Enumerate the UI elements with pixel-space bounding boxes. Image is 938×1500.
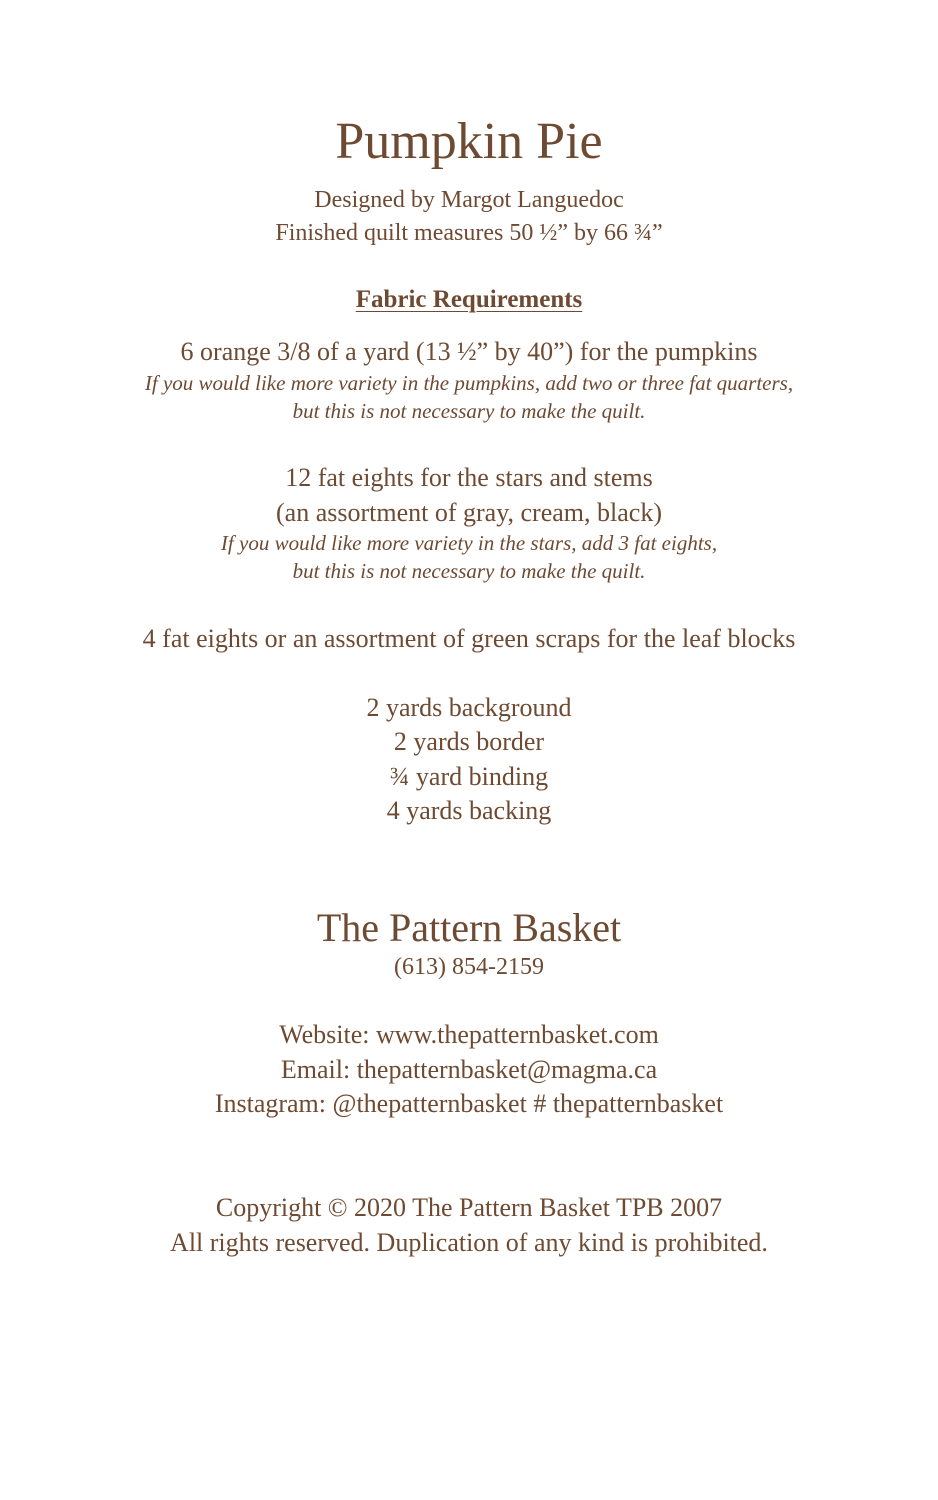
requirement-border: 2 yards border (393, 727, 545, 756)
company-phone: (613) 854-2159 (394, 954, 544, 980)
requirement-stars-1: 12 fat eights for the stars and stems (285, 463, 653, 492)
requirement-stars-2: (an assortment of gray, cream, black) (276, 498, 662, 527)
requirement-leaves: 4 fat eights or an assortment of green scraps for the leaf blocks (142, 624, 796, 653)
requirement-pumpkins-note-1: If you would like more variety in the pumpkins, add two or three fat quarters, (144, 371, 794, 395)
requirement-backing: 4 yards backing (386, 796, 552, 825)
designer-credit: Designed by Margot Languedoc (314, 187, 624, 213)
company-name: The Pattern Basket (316, 905, 622, 950)
copyright-line-2: All rights reserved. Duplication of any kind is prohibited. (170, 1228, 768, 1257)
company-website: Website: www.thepatternbasket.com (279, 1020, 659, 1049)
finished-size: Finished quilt measures 50 ½” by 66 ¾” (275, 220, 663, 246)
page-title: Pumpkin Pie (335, 113, 603, 170)
requirement-stars-note-1: If you would like more variety in the stars, add 3 fat eights, (220, 531, 718, 555)
company-email: Email: thepatternbasket@magma.ca (280, 1055, 658, 1084)
requirement-background: 2 yards background (366, 693, 572, 722)
copyright-line-1: Copyright © 2020 The Pattern Basket TPB 2007 (215, 1193, 723, 1222)
requirement-pumpkins: 6 orange 3/8 of a yard (13 ½” by 40”) for the pumpkins (180, 337, 758, 366)
requirement-stars-note-2: but this is not necessary to make the quilt. (292, 559, 646, 583)
fabric-requirements-heading: Fabric Requirements (355, 286, 583, 313)
company-instagram: Instagram: @thepatternbasket # thepatternbasket (214, 1089, 724, 1118)
requirement-binding: ¾ yard binding (389, 762, 549, 791)
requirement-pumpkins-note-2: but this is not necessary to make the quilt. (292, 399, 646, 423)
